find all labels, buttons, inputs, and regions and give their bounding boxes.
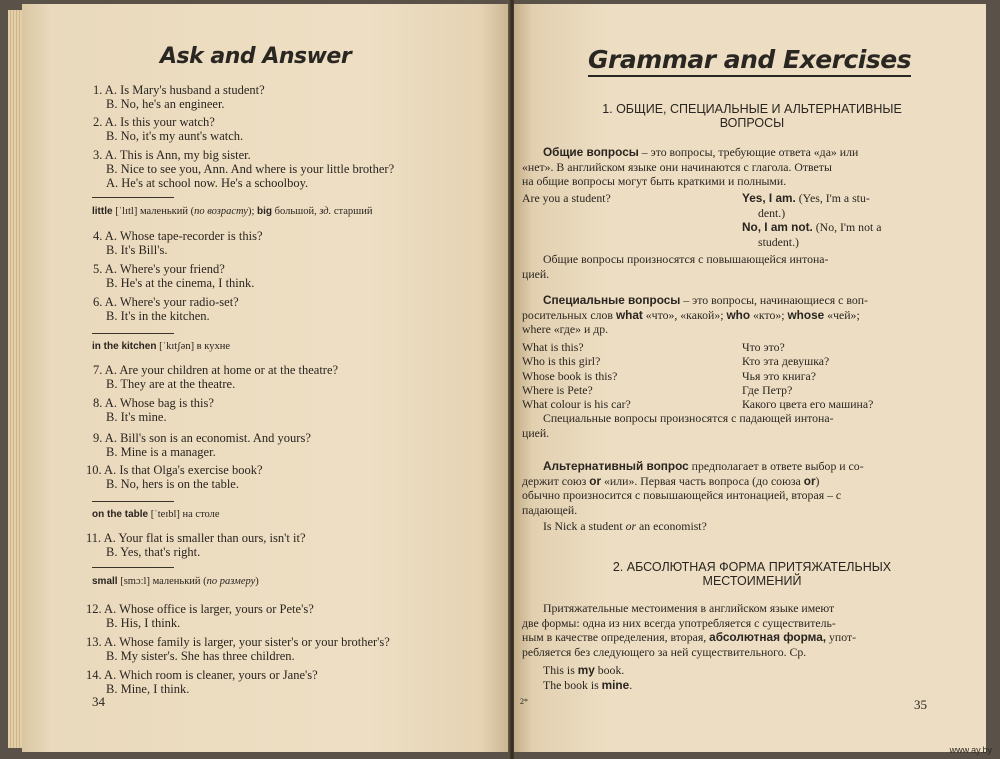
vocab-note: on the table [ˈteɪbl] на столе — [92, 509, 220, 520]
question-line: 10. A. Is that Olga's exercise book? — [86, 463, 263, 477]
vocab-note: small [smɔːl] маленький (по размеру) — [92, 576, 259, 587]
divider — [92, 197, 174, 198]
question-line: 13. A. Whose family is larger, your sister's or your brother's? — [86, 635, 390, 649]
divider — [92, 501, 174, 502]
example-answers: Yes, I am. (Yes, I'm a stu- dent.) No, I am not. (No, I'm not a student.) — [742, 191, 882, 249]
answer-line: B. It's in the kitchen. — [106, 309, 210, 323]
section-heading: 1. ОБЩИЕ, СПЕЦИАЛЬНЫЕ И АЛЬТЕРНАТИВНЫЕ ВОПРОСЫ — [602, 102, 902, 130]
answer-line: B. Mine is a manager. — [106, 445, 216, 459]
answer-line: B. It's mine. — [106, 410, 167, 424]
question-line: 12. A. Whose office is larger, yours or Pete's? — [86, 602, 314, 616]
answer-line: B. It's Bill's. — [106, 243, 168, 257]
vocab-note: in the kitchen [ˈkɪtʃən] в кухне — [92, 341, 230, 352]
question-en: Whose book is this? — [522, 368, 618, 383]
question-line: 3. A. This is Ann, my big sister. — [93, 148, 251, 162]
question-line: 8. A. Whose bag is this? — [93, 396, 214, 410]
paragraph: Альтернативный вопрос предполагает в ответе выбор и со- держит союз or «или». Первая часть вопроса (до союза or) обычно произносится с повышающейся интонацией, вторая – с падающей. — [522, 459, 864, 517]
question-en: Who is this girl? — [522, 354, 601, 369]
answer-line: A. He's at school now. He's a schoolboy. — [106, 176, 309, 190]
question-en: What colour is his car? — [522, 397, 631, 412]
divider — [92, 567, 174, 568]
watermark: www.ay.by — [949, 745, 992, 755]
answer-line: B. No, he's an engineer. — [106, 97, 225, 111]
answer-line: B. Nice to see you, Ann. And where is your little brother? — [106, 162, 395, 176]
answer-line: B. My sister's. She has three children. — [106, 649, 295, 663]
example-question: Are you a student? — [522, 191, 611, 205]
section-heading: 2. АБСОЛЮТНАЯ ФОРМА ПРИТЯЖАТЕЛЬНЫХ МЕСТОИМЕНИЙ — [612, 560, 892, 588]
answer-line: B. Mine, I think. — [106, 682, 190, 696]
page-number: 35 — [914, 697, 927, 712]
question-line: 4. A. Whose tape-recorder is this? — [93, 229, 263, 243]
question-line: 1. A. Is Mary's husband a student? — [93, 83, 265, 97]
paragraph: Специальные вопросы – это вопросы, начинающиеся с воп- росительных слов what «что», «какой»; who «кто»; whose «чей»; where «где» и др. — [522, 293, 868, 337]
question-ru: Где Петр? — [742, 382, 793, 397]
answer-line: B. Yes, that's right. — [106, 545, 201, 559]
question-ru: Что это? — [742, 340, 785, 354]
answer-line: B. No, hers is on the table. — [106, 477, 239, 491]
question-line: 14. A. Which room is cleaner, yours or Jane's? — [86, 668, 318, 682]
printer-signature: 2* — [520, 697, 528, 706]
answer-line: B. They are at the theatre. — [106, 377, 236, 391]
vocab-note: little [ˈlɪtl] маленький (по возрасту); big большой, зд. старший — [92, 206, 373, 217]
page-number: 34 — [92, 694, 105, 709]
answer-line: B. No, it's my aunt's watch. — [106, 129, 244, 143]
question-line: 2. A. Is this your watch? — [93, 115, 215, 129]
answer-line: B. His, I think. — [106, 616, 181, 630]
example-sentence: Is Nick a student or an economist? — [543, 519, 707, 533]
right-page-title: Grammar and Exercises — [588, 45, 911, 77]
divider — [92, 333, 174, 334]
question-line: 11. A. Your flat is smaller than ours, isn't it? — [86, 531, 306, 545]
left-page-title: Ask and Answer — [160, 44, 352, 69]
right-page — [514, 4, 986, 752]
question-line: 9. A. Bill's son is an economist. And yours? — [93, 431, 311, 445]
paragraph: Общие вопросы произносятся с повышающейся интона- цией. — [522, 252, 829, 281]
left-page — [22, 4, 510, 752]
question-ru: Кто эта девушка? — [742, 354, 830, 369]
answer-line: B. He's at the cinema, I think. — [106, 276, 255, 290]
question-en: Where is Pete? — [522, 382, 593, 397]
paragraph: Общие вопросы – это вопросы, требующие ответа «да» или «нет». В английском языке они начинаются с глагола. Ответы на общие вопросы могут быть краткими и полными. — [522, 145, 859, 189]
question-line: 7. A. Are your children at home or at the theatre? — [93, 363, 339, 377]
question-line: 6. A. Where's your radio-set? — [93, 295, 239, 309]
paragraph: Специальные вопросы произносятся с падающей интона- цией. — [522, 411, 834, 440]
question-line: 5. A. Where's your friend? — [93, 262, 225, 276]
example-sentences: This is my book. The book is mine. — [543, 663, 633, 692]
question-ru: Какого цвета его машина? — [742, 397, 874, 412]
question-en: What is this? — [522, 340, 584, 354]
paragraph: Притяжательные местоимения в английском языке имеют две формы: одна из них всегда употребляется с существитель- ным в качестве определения, вторая, абсолютная форма, упот- ребляется без следующего за ней существительного. Ср. — [522, 601, 857, 659]
question-ru: Чья это книга? — [742, 368, 817, 383]
